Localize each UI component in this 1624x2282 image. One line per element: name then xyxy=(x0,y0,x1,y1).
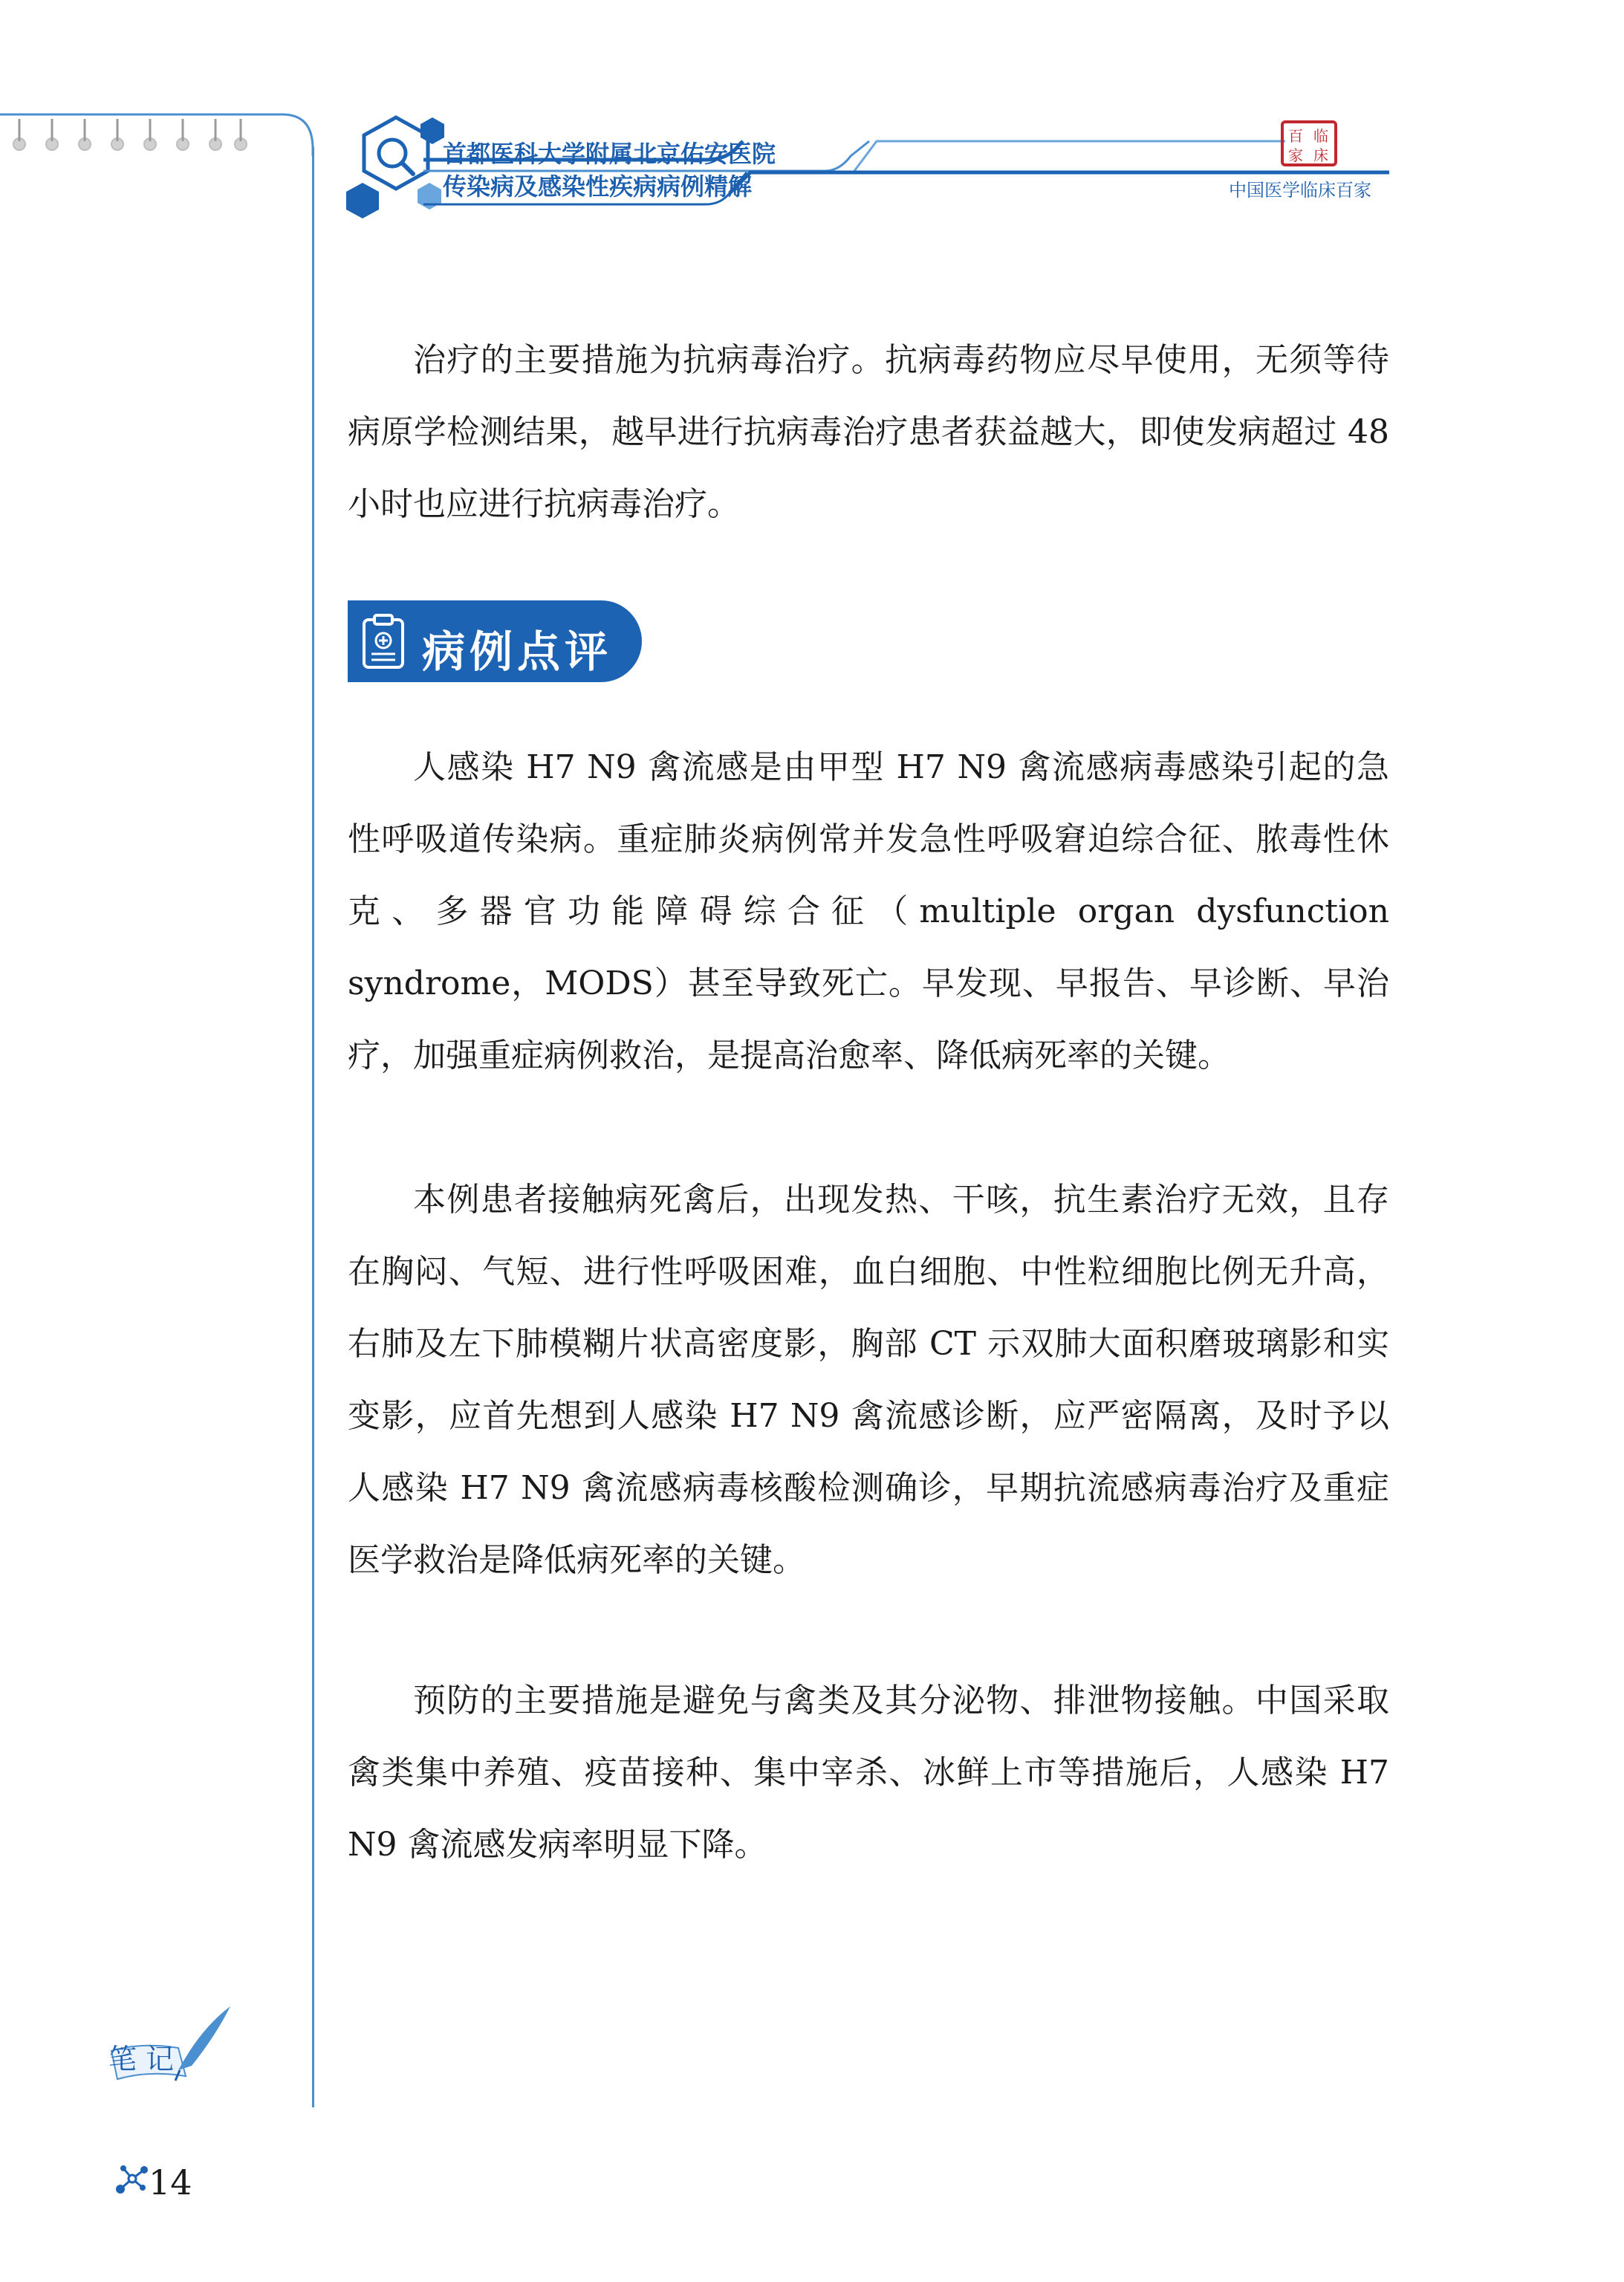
svg-text:百: 百 xyxy=(1288,127,1303,145)
svg-text:临: 临 xyxy=(1313,127,1328,145)
section-title: 病例点评 xyxy=(422,626,613,677)
svg-text:家: 家 xyxy=(1288,146,1303,164)
paragraph-3: 预防的主要措施是避免与禽类及其分泌物、排泄物接触。中国采取禽类集中养殖、疫苗接种、集中宰杀、冰鲜上市等措施后，人感染 H7 N9 禽流感发病率明显下降。 xyxy=(348,1682,1389,1864)
notes-stamp xyxy=(97,1999,238,2088)
molecule-icon xyxy=(111,2158,153,2200)
clipboard-icon xyxy=(360,612,407,670)
binding-margin-line xyxy=(312,147,314,2107)
series-label: 中国医学临床百家 xyxy=(1229,180,1371,201)
intro-paragraph: 治疗的主要措施为抗病毒治疗。抗病毒药物应尽早使用，无须等待病原学检测结果，越早进行抗病毒治疗患者获益越大，即使发病超过 48 小时也应进行抗病毒治疗。 xyxy=(348,341,1389,523)
section-header xyxy=(348,600,642,682)
page-number: 14 xyxy=(149,2162,192,2202)
svg-text:笔 记: 笔 记 xyxy=(108,2043,175,2075)
header-title-hospital: 首都医科大学附属北京佑安医院 xyxy=(443,140,776,168)
binding-rings xyxy=(10,119,248,156)
paragraph-2: 本例患者接触病死禽后，出现发热、干咳，抗生素治疗无效，且存在胸闷、气短、进行性呼吸困难，血白细胞、中性粒细胞比例无升高，右肺及左下肺模糊片状高密度影，胸部 CT 示双肺大面积磨玻璃影和实变影，应首先想到人感染 H7 N9 禽流感诊断，应严密隔离，及时予以人感染 H7 N9 禽流感病毒核酸检测确诊，早期抗流感病毒治疗及重症医学救治是降低病死率的关键。 xyxy=(348,1181,1389,1579)
header-title-book: 传染病及感染性疾病病例精解 xyxy=(443,172,753,201)
seal-logo xyxy=(1279,119,1339,168)
paragraph-1: 人感染 H7 N9 禽流感是由甲型 H7 N9 禽流感病毒感染引起的急性呼吸道传染病。重症肺炎病例常并发急性呼吸窘迫综合征、脓毒性休克、多器官功能障碍综合征（multiple organ dysfunction syndrome，MODS）甚至导致死亡。早发现、早报告、早诊断、早治疗，加强重症病例救治，是提高治愈率、降低病死率的关键。 xyxy=(348,748,1389,1074)
svg-text:床: 床 xyxy=(1313,146,1328,164)
